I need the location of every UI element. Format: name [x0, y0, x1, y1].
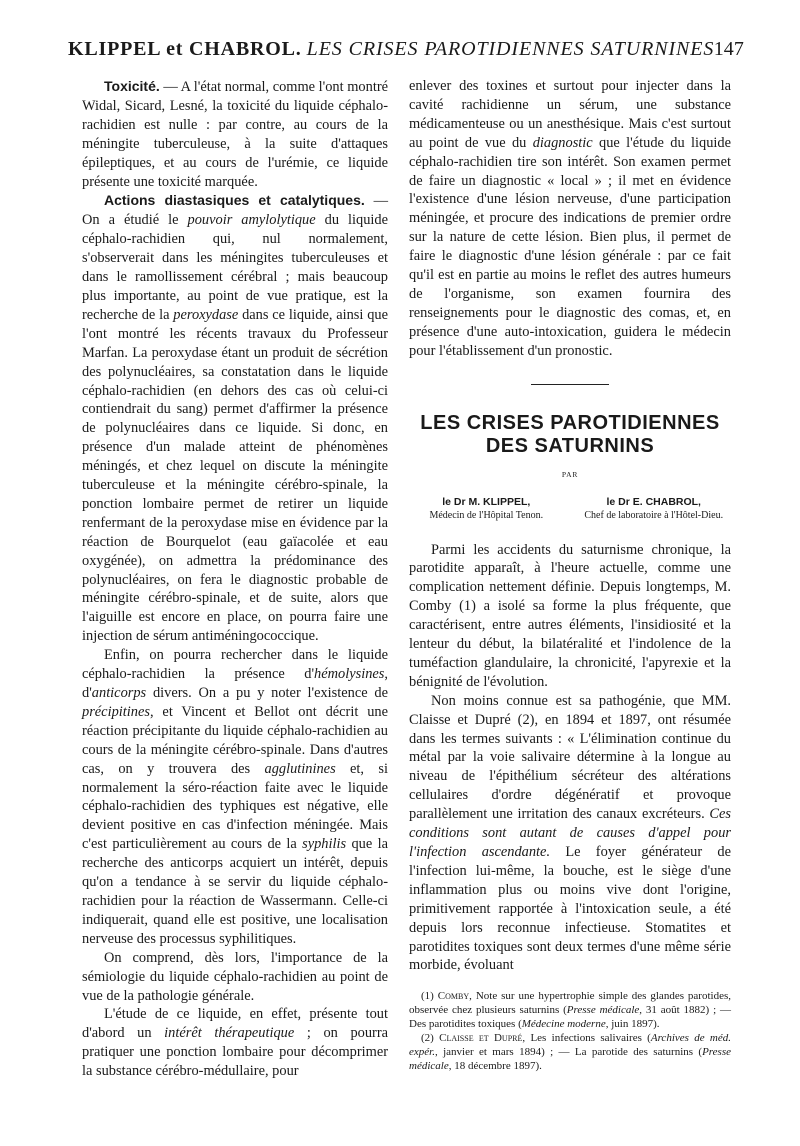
author-name: le Dr M. KLIPPEL, — [442, 495, 531, 508]
byline-klippel — [409, 495, 564, 523]
paragraph-toxicite: Toxicité. — A l'état normal, comme l'ont montré Widal, Sicard, Lesné, la toxicité du liquide céphalo-rachidien est nulle : par contre, au cours de la méningite tuberculeuse, à la suite d'attaques épileptiques, et au cours de l'urémie, ce liquide présente une toxicité marquée. — [82, 78, 388, 190]
paragraph-enfin: Enfin, on pourra rechercher dans le liquide céphalo-rachidien la présence d'hémolysines, d'anticorps divers. On a pu y noter l'existence de précipitines, et Vincent et Bellot ont décrit une réaction précipitante du liquide céphalo-rachidien au cours de la méningite cérébro-spinale. Dans d'autres cas, on y trouvera des agglutinines et, si normalement la séro-réaction faite avec le liquide céphalo-rachidien des typhiques est négative, elle devient positive en cas d'infection méningée. Mais c'est particulièrement au cours de la syphilis que la recherche des anticorps acquiert un intérêt, depuis qu'on a tendance à se servir du liquide céphalo-rachidien pour la réaction de Wassermann. Celle-ci indiquerait, quand elle est positive, une localisation nerveuse des processus syphilitiques. — [82, 647, 388, 947]
right-column — [409, 77, 731, 1073]
article-title: LES CRISES PAROTIDIENNES DES SATURNINS — [420, 411, 720, 457]
footnotes — [409, 989, 731, 1073]
page-number: 147 — [713, 38, 744, 60]
header-title: LES CRISES PAROTIDIENNES SATURNINES — [306, 38, 715, 60]
left-column — [82, 77, 388, 1081]
article-par: PAR — [561, 469, 579, 479]
author-affiliation: Médecin de l'Hôpital Tenon. — [429, 509, 544, 521]
byline-chabrol — [576, 495, 731, 523]
author-name: le Dr E. CHABROL, — [606, 495, 701, 508]
header-authors: KLIPPEL et CHABROL. — [68, 38, 302, 60]
paragraph-non-moins: Non moins connue est sa pathogénie, que MM. Claisse et Dupré (2), en 1894 et 1897, ont résumée dans les termes suivants : « L'élimination continue du métal par la voie salivaire détermine à la longue au niveau de l'épithélium sécréteur des altérations cellulaires d'ordre dégénératif et provoque parallèlement une irritation des canaux excréteurs. Ces conditions sont autant de causes d'appel pour l'infection ascendante. Le foyer générateur de l'infection lui-même, la bouche, est le siège d'une inflammation plus ou moins vive dont l'origine, primitivement rapportée à l'intoxication seule, a été depuis lors reconnue infectieuse. Stomatites et parotidites toxiques sont deux termes d'une même série morbide, évoluant — [409, 692, 731, 974]
footnote-1: (1) Comby, Note sur une hypertrophie simple des glandes parotides, observée chez plusieurs saturnins (Presse médicale, 31 août 1882) ; — Des parotidites toxiques (Médecine moderne, juin 1897). — [409, 990, 731, 1031]
article-body — [409, 541, 731, 976]
paragraph-comprend: On comprend, dès lors, l'importance de la sémiologie du liquide céphalo-rachidien au point de vue de la pathologie générale. — [82, 949, 388, 1004]
heading-actions: Actions diastasiques et catalytiques. — [104, 192, 365, 209]
article-bylines — [409, 495, 731, 523]
running-header — [68, 38, 744, 61]
heading-toxicite: Toxicité. — [104, 78, 160, 94]
paragraph-continuation: enlever des toxines et surtout pour injecter dans la cavité rachidienne un sérum, une substance médicamenteuse ou un anesthésique. Mais c'est surtout au point de vue du diagnostic que l'étude du liquide céphalo-rachidien tire son intérêt. Son examen permet de faire un diagnostic « local » ; il met en évidence l'existence d'une lésion nerveuse, d'une participation méningée, et procure des indications de premier ordre sur la nature de cette lésion. Bien plus, il permet de faire le diagnostic d'une lésion générale : par ce fait qu'il est en partie au moins le reflet des autres humeurs de l'organisme, son examen fournira des renseignements pour le diagnostic des comas, et, en présence d'une auto-intoxication, guidera le médecin pour l'établissement d'un pronostic. — [409, 78, 732, 359]
section-divider — [531, 384, 609, 385]
footnote-2: (2) Claisse et Dupré, Les infections salivaires (Archives de méd. expér., janvier et mars 1894) ; — La parotide des saturnins (Presse médicale, 18 décembre 1897). — [409, 1032, 731, 1073]
author-affiliation: Chef de laboratoire à l'Hôtel-Dieu. — [584, 509, 724, 521]
paragraph-actions: Actions diastasiques et catalytiques. — On a étudié le pouvoir amylolytique du liquide céphalo-rachidien qui, nul normalement, s'observerait dans les méningites tuberculeuses et dans le ramollissement cérébral ; mais beaucoup plus importante, au point de vue pratique, est la recherche de la peroxydase dans ce liquide, ainsi que l'ont montré les récents travaux du Professeur Marfan. La peroxydase étant un produit de sécrétion des polynucléaires, sa constatation dans le liquide céphalo-rachidien (en dehors des cas où celui-ci contiendrait du sang) permet d'affirmer la présence de polynucléaires dans ce liquide. Si donc, en présence d'un malade atteint de phénomènes méningés, et chez lequel on discute la méningite tuberculeuse et la méningite cérébro-spinale, la ponction lombaire permet de retirer un liquide renfermant de la peroxydase mise en évidence par la réaction de Bourquelot (eau gaïacolée et eau oxygénée), on admettra la prédominance des polynucléaires, on fera le diagnostic probable de méningite cérébro-spinale, et de suite, alors que l'aiguille est encore en place, on pourra faire une injection de sérum antiméningococcique. — [82, 192, 388, 645]
paragraph-parmi: Parmi les accidents du saturnisme chronique, la parotidite apparaît, à l'heure actuelle, comme une complication nettement définie. Depuis longtemps, M. Comby (1) a isolé sa forme la plus fréquente, que caractérisent, entre autres éléments, l'insidiosité et la lenteur du début, la bilatéralité et l'indolence de la tuméfaction glandulaire, la chronicité, l'apyrexie et la bénignité de l'évolution. — [409, 541, 731, 690]
paragraph-etude: L'étude de ce liquide, en effet, présente tout d'abord un intérêt thérapeutique ; on pourra pratiquer une ponction lombaire pour décomprimer la substance cérébro-médullaire, pour — [82, 1006, 388, 1080]
